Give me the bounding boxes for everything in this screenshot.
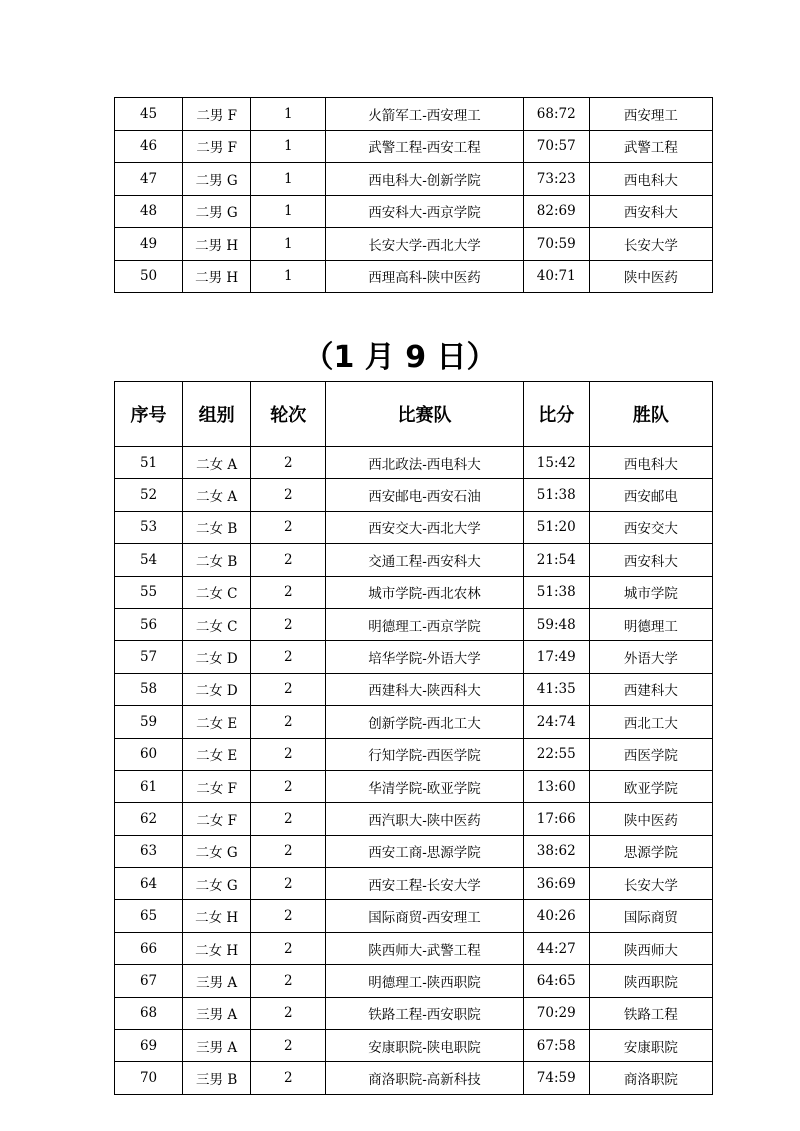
- cell-match-teams: 西安交大-西北大学: [326, 511, 523, 543]
- cell-group: 二女 H: [183, 932, 251, 964]
- results-table: [114, 381, 713, 1095]
- cell-score: 36:69: [523, 868, 589, 900]
- cell-winner: 西安科大: [589, 544, 712, 576]
- cell-index: 45: [115, 98, 183, 131]
- cell-group: 二女 D: [183, 673, 251, 705]
- cell-winner: 陕中医药: [589, 803, 712, 835]
- cell-score: 51:20: [523, 511, 589, 543]
- cell-score: 51:38: [523, 576, 589, 608]
- cell-round: 2: [251, 997, 326, 1029]
- cell-match-teams: 西安工程-长安大学: [326, 868, 523, 900]
- cell-round: 2: [251, 447, 326, 479]
- cell-group: 二女 A: [183, 479, 251, 511]
- cell-winner: 武警工程: [589, 130, 712, 163]
- cell-score: 40:26: [523, 900, 589, 932]
- cell-match-teams: 陕西师大-武警工程: [326, 932, 523, 964]
- cell-winner: 欧亚学院: [589, 770, 712, 802]
- cell-index: 68: [115, 997, 183, 1029]
- cell-score: 70:29: [523, 997, 589, 1029]
- cell-winner: 陕中医药: [589, 260, 712, 293]
- cell-group: 二女 E: [183, 706, 251, 738]
- results-table-body: [115, 447, 713, 1095]
- cell-round: 1: [251, 130, 326, 163]
- cell-index: 69: [115, 1030, 183, 1062]
- cell-winner: 外语大学: [589, 641, 712, 673]
- table-row: [115, 228, 713, 261]
- cell-group: 二女 F: [183, 770, 251, 802]
- cell-winner: 西安邮电: [589, 479, 712, 511]
- table-row: [115, 576, 713, 608]
- cell-group: 二男 H: [183, 260, 251, 293]
- cell-group: 二女 G: [183, 835, 251, 867]
- cell-winner: 明德理工: [589, 608, 712, 640]
- cell-match-teams: 安康职院-陕电职院: [326, 1030, 523, 1062]
- cell-match-teams: 明德理工-西京学院: [326, 608, 523, 640]
- cell-round: 2: [251, 803, 326, 835]
- table-row: [115, 997, 713, 1029]
- cell-group: 二女 B: [183, 511, 251, 543]
- cell-score: 70:57: [523, 130, 589, 163]
- cell-winner: 陕西师大: [589, 932, 712, 964]
- table-row: [115, 1062, 713, 1094]
- cell-winner: 商洛职院: [589, 1062, 712, 1094]
- cell-index: 48: [115, 195, 183, 228]
- cell-score: 51:38: [523, 479, 589, 511]
- date-title: （1 月 9 日）: [303, 340, 497, 375]
- table-row: [115, 641, 713, 673]
- cell-match-teams: 西北政法-西电科大: [326, 447, 523, 479]
- cell-score: 82:69: [523, 195, 589, 228]
- table-row: [115, 544, 713, 576]
- cell-match-teams: 西汽职大-陕中医药: [326, 803, 523, 835]
- cell-match-teams: 商洛职院-高新科技: [326, 1062, 523, 1094]
- cell-match-teams: 交通工程-西安科大: [326, 544, 523, 576]
- table-row: [115, 770, 713, 802]
- table-row: [115, 130, 713, 163]
- cell-index: 57: [115, 641, 183, 673]
- cell-score: 64:65: [523, 965, 589, 997]
- cell-round: 2: [251, 641, 326, 673]
- cell-score: 13:60: [523, 770, 589, 802]
- cell-group: 二女 H: [183, 900, 251, 932]
- cell-match-teams: 长安大学-西北大学: [326, 228, 523, 261]
- cell-index: 60: [115, 738, 183, 770]
- cell-winner: 铁路工程: [589, 997, 712, 1029]
- cell-group: 三男 B: [183, 1062, 251, 1094]
- cell-group: 二男 H: [183, 228, 251, 261]
- cell-group: 二男 G: [183, 195, 251, 228]
- cell-round: 2: [251, 868, 326, 900]
- cell-round: 2: [251, 900, 326, 932]
- cell-score: 17:66: [523, 803, 589, 835]
- table-row: [115, 835, 713, 867]
- cell-score: 40:71: [523, 260, 589, 293]
- cell-round: 2: [251, 479, 326, 511]
- cell-match-teams: 城市学院-西北农林: [326, 576, 523, 608]
- cell-round: 1: [251, 228, 326, 261]
- cell-group: 三男 A: [183, 997, 251, 1029]
- cell-score: 41:35: [523, 673, 589, 705]
- cell-score: 73:23: [523, 163, 589, 196]
- cell-group: 二女 F: [183, 803, 251, 835]
- cell-group: 二男 F: [183, 130, 251, 163]
- results-table-continued-body: [115, 98, 713, 293]
- cell-index: 70: [115, 1062, 183, 1094]
- cell-index: 61: [115, 770, 183, 802]
- table-row: [115, 965, 713, 997]
- cell-index: 53: [115, 511, 183, 543]
- cell-winner: 西安理工: [589, 98, 712, 131]
- cell-winner: 长安大学: [589, 868, 712, 900]
- cell-match-teams: 西安科大-西京学院: [326, 195, 523, 228]
- table-row: [115, 900, 713, 932]
- cell-score: 44:27: [523, 932, 589, 964]
- cell-winner: 城市学院: [589, 576, 712, 608]
- cell-group: 二女 G: [183, 868, 251, 900]
- cell-index: 46: [115, 130, 183, 163]
- cell-score: 70:59: [523, 228, 589, 261]
- table-row: [115, 447, 713, 479]
- header-match-teams: 比赛队: [326, 382, 523, 447]
- cell-score: 21:54: [523, 544, 589, 576]
- cell-score: 68:72: [523, 98, 589, 131]
- cell-group: 二女 A: [183, 447, 251, 479]
- table-row: [115, 932, 713, 964]
- cell-match-teams: 明德理工-陕西职院: [326, 965, 523, 997]
- cell-round: 2: [251, 965, 326, 997]
- cell-match-teams: 西电科大-创新学院: [326, 163, 523, 196]
- table-row: [115, 511, 713, 543]
- table-row: [115, 738, 713, 770]
- cell-match-teams: 国际商贸-西安理工: [326, 900, 523, 932]
- cell-index: 66: [115, 932, 183, 964]
- cell-round: 1: [251, 195, 326, 228]
- cell-round: 2: [251, 673, 326, 705]
- cell-round: 2: [251, 608, 326, 640]
- cell-group: 三男 A: [183, 965, 251, 997]
- table-row: [115, 706, 713, 738]
- cell-score: 38:62: [523, 835, 589, 867]
- cell-match-teams: 行知学院-西医学院: [326, 738, 523, 770]
- table-row: [115, 1030, 713, 1062]
- cell-index: 59: [115, 706, 183, 738]
- cell-round: 1: [251, 98, 326, 131]
- cell-group: 二男 G: [183, 163, 251, 196]
- cell-index: 56: [115, 608, 183, 640]
- cell-score: 67:58: [523, 1030, 589, 1062]
- table-row: [115, 608, 713, 640]
- cell-winner: 西安交大: [589, 511, 712, 543]
- cell-index: 65: [115, 900, 183, 932]
- cell-match-teams: 西建科大-陕西科大: [326, 673, 523, 705]
- cell-index: 63: [115, 835, 183, 867]
- table-row: [115, 673, 713, 705]
- header-group: 组别: [183, 382, 251, 447]
- cell-round: 2: [251, 576, 326, 608]
- cell-index: 54: [115, 544, 183, 576]
- table-row: [115, 195, 713, 228]
- cell-match-teams: 西安工商-思源学院: [326, 835, 523, 867]
- cell-match-teams: 西安邮电-西安石油: [326, 479, 523, 511]
- cell-group: 二女 C: [183, 608, 251, 640]
- cell-winner: 西电科大: [589, 163, 712, 196]
- cell-winner: 西医学院: [589, 738, 712, 770]
- cell-winner: 西安科大: [589, 195, 712, 228]
- cell-score: 15:42: [523, 447, 589, 479]
- cell-match-teams: 西理高科-陕中医药: [326, 260, 523, 293]
- cell-score: 59:48: [523, 608, 589, 640]
- cell-score: 22:55: [523, 738, 589, 770]
- cell-score: 17:49: [523, 641, 589, 673]
- cell-winner: 长安大学: [589, 228, 712, 261]
- results-table-continued: [114, 97, 713, 293]
- cell-match-teams: 铁路工程-西安职院: [326, 997, 523, 1029]
- cell-match-teams: 华清学院-欧亚学院: [326, 770, 523, 802]
- cell-winner: 思源学院: [589, 835, 712, 867]
- cell-index: 47: [115, 163, 183, 196]
- cell-index: 49: [115, 228, 183, 261]
- cell-round: 2: [251, 1062, 326, 1094]
- cell-match-teams: 武警工程-西安工程: [326, 130, 523, 163]
- cell-winner: 国际商贸: [589, 900, 712, 932]
- cell-round: 1: [251, 163, 326, 196]
- cell-index: 58: [115, 673, 183, 705]
- cell-match-teams: 火箭军工-西安理工: [326, 98, 523, 131]
- cell-round: 2: [251, 770, 326, 802]
- cell-index: 52: [115, 479, 183, 511]
- cell-match-teams: 培华学院-外语大学: [326, 641, 523, 673]
- table-row: [115, 868, 713, 900]
- header-score: 比分: [523, 382, 589, 447]
- cell-index: 62: [115, 803, 183, 835]
- cell-group: 二女 C: [183, 576, 251, 608]
- table-row: [115, 163, 713, 196]
- cell-index: 64: [115, 868, 183, 900]
- cell-round: 1: [251, 260, 326, 293]
- cell-winner: 西电科大: [589, 447, 712, 479]
- cell-group: 二女 B: [183, 544, 251, 576]
- cell-round: 2: [251, 1030, 326, 1062]
- cell-group: 三男 A: [183, 1030, 251, 1062]
- cell-index: 50: [115, 260, 183, 293]
- table-row: [115, 803, 713, 835]
- cell-group: 二男 F: [183, 98, 251, 131]
- cell-winner: 西北工大: [589, 706, 712, 738]
- table-row: [115, 479, 713, 511]
- cell-index: 67: [115, 965, 183, 997]
- cell-winner: 西建科大: [589, 673, 712, 705]
- cell-group: 二女 D: [183, 641, 251, 673]
- cell-score: 74:59: [523, 1062, 589, 1094]
- cell-round: 2: [251, 544, 326, 576]
- cell-score: 24:74: [523, 706, 589, 738]
- cell-group: 二女 E: [183, 738, 251, 770]
- header-round: 轮次: [251, 382, 326, 447]
- table-row: [115, 260, 713, 293]
- table-row: [115, 98, 713, 131]
- table-header-row: [115, 382, 713, 447]
- cell-round: 2: [251, 835, 326, 867]
- cell-match-teams: 创新学院-西北工大: [326, 706, 523, 738]
- header-index: 序号: [115, 382, 183, 447]
- cell-round: 2: [251, 932, 326, 964]
- cell-round: 2: [251, 738, 326, 770]
- cell-index: 55: [115, 576, 183, 608]
- cell-winner: 安康职院: [589, 1030, 712, 1062]
- cell-winner: 陕西职院: [589, 965, 712, 997]
- header-winner: 胜队: [589, 382, 712, 447]
- cell-round: 2: [251, 706, 326, 738]
- cell-index: 51: [115, 447, 183, 479]
- cell-round: 2: [251, 511, 326, 543]
